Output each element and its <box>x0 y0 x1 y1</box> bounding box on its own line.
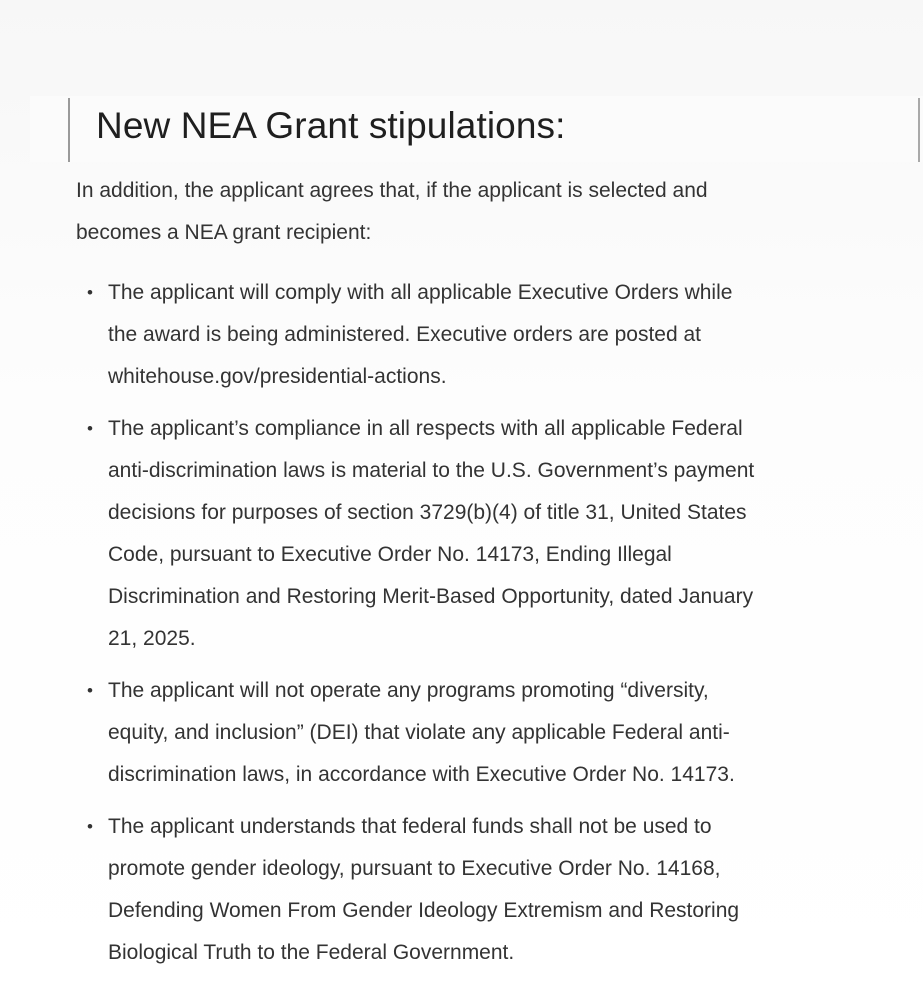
stipulation-line: Defending Women From Gender Ideology Extremism and Restoring <box>108 899 740 922</box>
stipulation-line: whitehouse.gov/presidential-actions. <box>108 365 447 388</box>
stipulation-line: promote gender ideology, pursuant to Executive Order No. 14168, <box>108 857 721 880</box>
stipulation-line: equity, and inclusion” (DEI) that violate any applicable Federal anti- <box>108 721 730 744</box>
stipulation-item <box>76 670 906 796</box>
page-title: New NEA Grant stipulations: <box>96 105 566 146</box>
stipulation-line: 21, 2025. <box>108 627 196 650</box>
stipulation-line: Biological Truth to the Federal Government. <box>108 941 515 964</box>
heading-left-rule <box>68 98 70 162</box>
stipulation-line: anti-discrimination laws is material to the U.S. Government’s payment <box>108 459 755 482</box>
heading-right-rule <box>918 98 920 162</box>
stipulation-line: discrimination laws, in accordance with Executive Order No. 14173. <box>108 763 735 786</box>
stipulation-item <box>76 408 906 660</box>
stipulation-item <box>76 806 906 974</box>
intro-line: becomes a NEA grant recipient: <box>76 221 372 244</box>
stipulation-line: The applicant understands that federal funds shall not be used to <box>108 815 712 838</box>
stipulation-line: Discrimination and Restoring Merit-Based Opportunity, dated January <box>108 585 754 608</box>
intro-line: In addition, the applicant agrees that, if the applicant is selected and <box>76 179 708 202</box>
stipulation-line: decisions for purposes of section 3729(b)(4) of title 31, United States <box>108 501 747 524</box>
bullet-dot-icon: • <box>87 419 93 438</box>
bullet-dot-icon: • <box>87 817 93 836</box>
stipulation-list <box>76 272 906 974</box>
stipulation-line: the award is being administered. Executive orders are posted at <box>108 323 701 346</box>
intro-paragraph <box>76 170 906 254</box>
stipulation-line: The applicant’s compliance in all respects with all applicable Federal <box>108 417 743 440</box>
stipulation-line: Code, pursuant to Executive Order No. 14173, Ending Illegal <box>108 543 672 566</box>
stipulation-line: The applicant will comply with all applicable Executive Orders while <box>108 281 733 304</box>
stipulation-line: The applicant will not operate any programs promoting “diversity, <box>108 679 709 702</box>
bullet-dot-icon: • <box>87 283 93 302</box>
bullet-dot-icon: • <box>87 681 93 700</box>
stipulation-item <box>76 272 906 398</box>
document-body <box>76 170 906 984</box>
